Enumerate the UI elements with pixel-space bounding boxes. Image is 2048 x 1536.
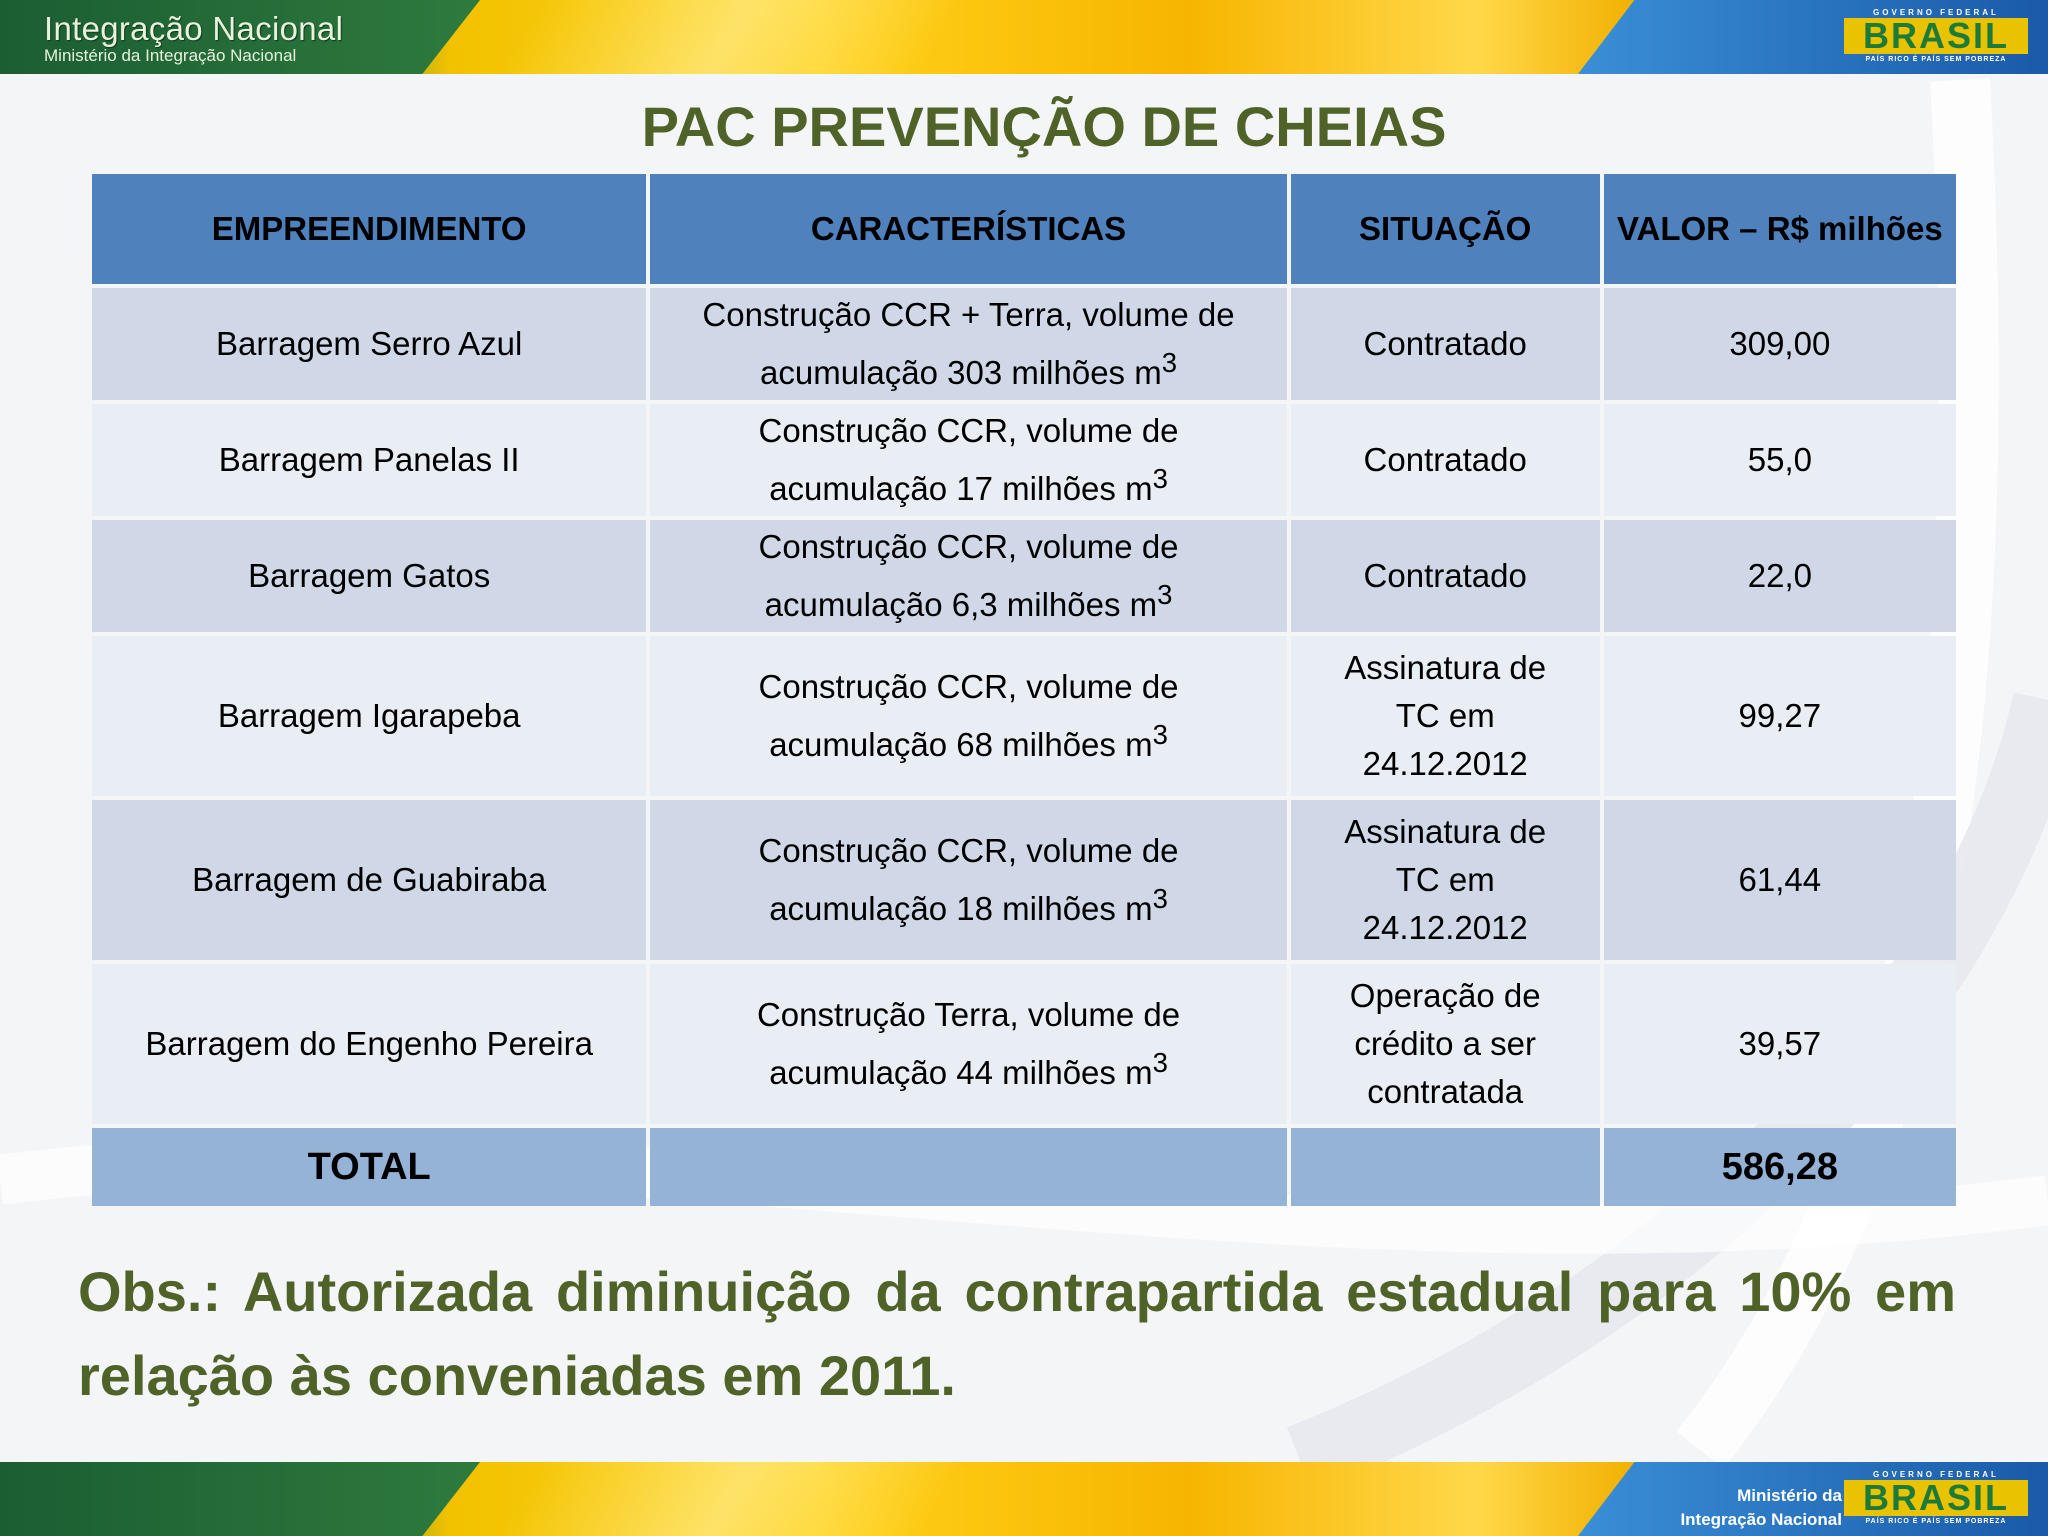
table-row [92, 800, 1956, 960]
footer-ministry-line1: Ministério da [1737, 1486, 1842, 1505]
top-banner [0, 0, 2048, 74]
brasil-logo [1844, 8, 2028, 68]
logo-word: BRASIL [1844, 18, 2028, 54]
cell-empreendimento: Barragem Serro Azul [92, 288, 646, 400]
cell-empreendimento: Barragem Gatos [92, 520, 646, 632]
footer-ministry [1622, 1484, 1842, 1532]
header-situacao: SITUAÇÃO [1291, 174, 1600, 284]
cell-valor: 61,44 [1604, 800, 1956, 960]
brand-title: Integração Nacional [44, 10, 344, 47]
cell-situacao: Assinatura de TC em 24.12.2012 [1291, 636, 1600, 796]
logo-tagline: PAÍS RICO É PAÍS SEM POBREZA [1865, 56, 2007, 63]
cell-situacao: Contratado [1291, 404, 1600, 516]
header-caracteristicas: CARACTERÍSTICAS [650, 174, 1286, 284]
cell-empreendimento: Barragem Panelas II [92, 404, 646, 516]
footer-logo-tagline: PAÍS RICO É PAÍS SEM POBREZA [1865, 1518, 2007, 1525]
cell-situacao: Operação de crédito a ser contratada [1291, 964, 1600, 1124]
table-row [92, 636, 1956, 796]
table-row [92, 404, 1956, 516]
table-row [92, 964, 1956, 1124]
cell-caracteristicas: Construção CCR, volume de acumulação 17 milhões $m^3$ [650, 404, 1286, 516]
bottom-banner [0, 1462, 2048, 1536]
cell-caracteristicas: Construção CCR, volume de acumulação 6,3 milhões $m^3$ [650, 520, 1286, 632]
cell-empreendimento: Barragem Igarapeba [92, 636, 646, 796]
cell-situacao: Assinatura de TC em 24.12.2012 [1291, 800, 1600, 960]
observation-note: Obs.: Autorizada diminuição da contrapartida estadual para 10% em relação às conveniadas em 2011. [78, 1260, 1956, 1407]
cell-caracteristicas: Construção Terra, volume de acumulação 44 milhões $m^3$ [650, 964, 1286, 1124]
table-row [92, 520, 1956, 632]
table-total-row [92, 1128, 1956, 1206]
cell-empreendimento: Barragem do Engenho Pereira [92, 964, 646, 1124]
cell-caracteristicas: Construção CCR + Terra, volume de acumulação 303 milhões $m^3$ [650, 288, 1286, 400]
cell-valor: 99,27 [1604, 636, 1956, 796]
cell-situacao: Contratado [1291, 520, 1600, 632]
cell-caracteristicas: Construção CCR, volume de acumulação 68 milhões $m^3$ [650, 636, 1286, 796]
brand-subtitle: Ministério da Integração Nacional [44, 46, 297, 65]
cell-caracteristicas: Construção CCR, volume de acumulação 18 milhões $m^3$ [650, 800, 1286, 960]
cell-valor: 309,00 [1604, 288, 1956, 400]
total-empty-cell [650, 1128, 1286, 1206]
header-valor: VALOR – R$ milhões [1604, 174, 1956, 284]
table-header-row [92, 174, 1956, 284]
table-row [92, 288, 1956, 400]
cell-valor: 39,57 [1604, 964, 1956, 1124]
logo-top-text: GOVERNO FEDERAL [1873, 8, 1999, 17]
cell-empreendimento: Barragem de Guabiraba [92, 800, 646, 960]
footer-logo-top-text: GOVERNO FEDERAL [1873, 1470, 1999, 1479]
projects-table [88, 170, 1960, 1210]
total-empty-cell [1291, 1128, 1600, 1206]
page-title: PAC PREVENÇÃO DE CHEIAS [641, 95, 1447, 158]
total-label: TOTAL [92, 1128, 646, 1206]
total-value: 586,28 [1604, 1128, 1956, 1206]
cell-valor: 55,0 [1604, 404, 1956, 516]
cell-situacao: Contratado [1291, 288, 1600, 400]
cell-valor: 22,0 [1604, 520, 1956, 632]
header-empreendimento: EMPREENDIMENTO [92, 174, 646, 284]
footer-logo-word: BRASIL [1844, 1480, 2028, 1516]
footer-ministry-line2: Integração Nacional [1680, 1510, 1842, 1529]
footer-brasil-logo [1844, 1470, 2028, 1530]
